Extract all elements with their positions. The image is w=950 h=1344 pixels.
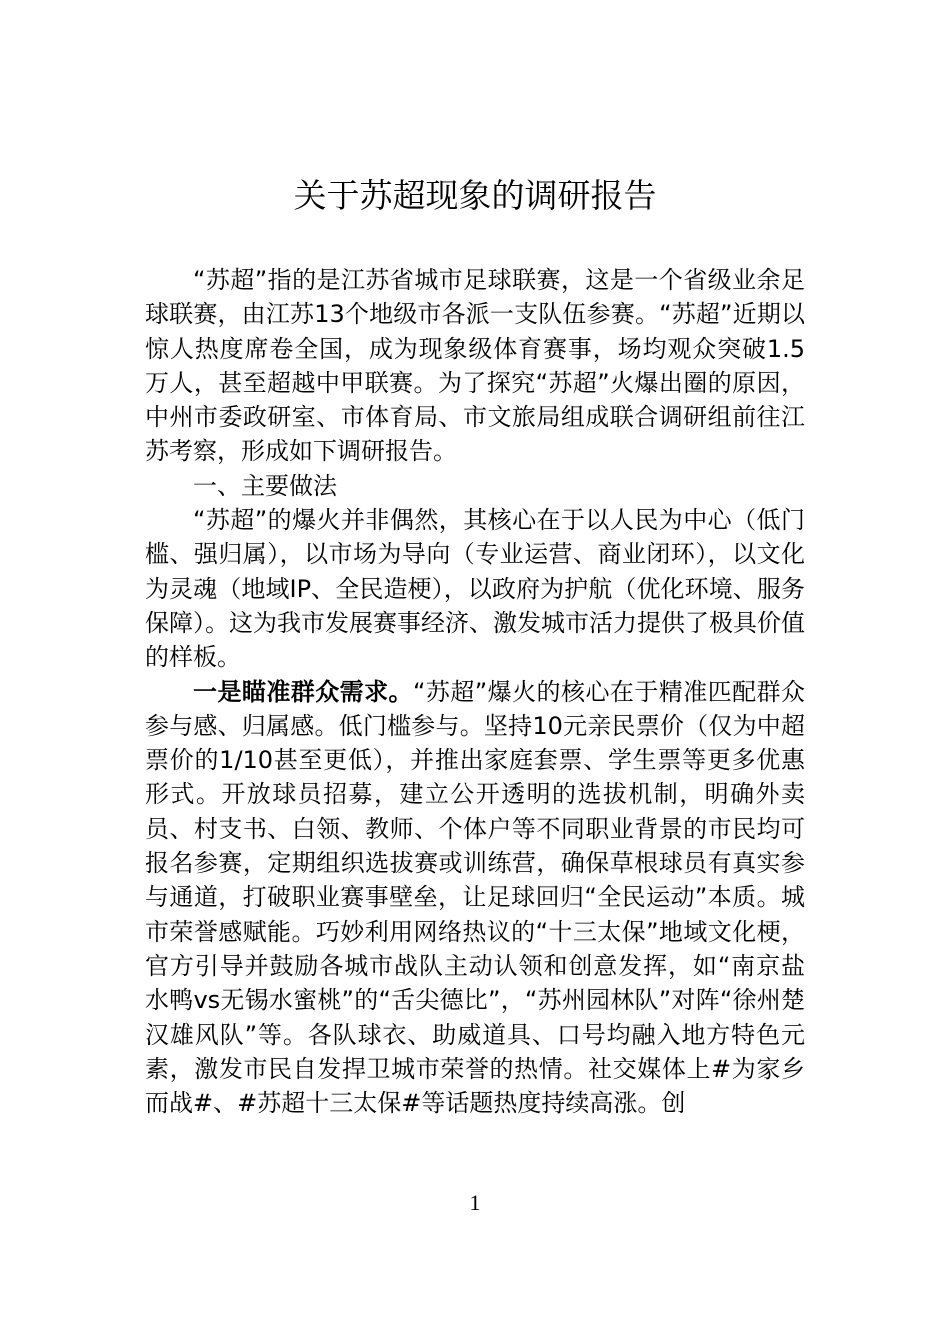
point-one-paragraph bbox=[145, 675, 805, 1121]
summary-paragraph: “苏超”的爆火并非偶然，其核心在于以人民为中心（低门槛、强归属），以市场为导向（专业运营、商业闭环），以文化为灵魂（地域IP、全民造梗），以政府为护航（优化环境、服务保障）。这为我市发展赛事经济、激发城市活力提供了极具价值的样板。 bbox=[145, 506, 805, 672]
intro-paragraph: “苏超”指的是江苏省城市足球联赛，这是一个省级业余足球联赛，由江苏13个地级市各派一支队伍参赛。“苏超”近期以惊人热度席卷全国，成为现象级体育赛事，场均观众突破1.5万人，甚至超越中甲联赛。为了探究“苏超”火爆出圈的原因，中州市委政研室、市体育局、市文旅局组成联合调研组前往江苏考察，形成如下调研报告。 bbox=[145, 266, 805, 466]
document-body bbox=[145, 263, 805, 1120]
page-number: 1 bbox=[469, 1190, 481, 1215]
document-title: 关于苏超现象的调研报告 bbox=[293, 176, 657, 215]
point-one-body: “苏超”爆火的核心在于精准匹配群众参与感、归属感。低门槛参与。坚持10元亲民票价（仅为中超票价的1/10甚至更低），并推出家庭套票、学生票等更多优惠形式。开放球员招募，建立公开透明的选拔机制，明确外卖员、村支书、白领、教师、个体户等不同职业背景的市民均可报名参赛，定期组织选拔赛或训练营，确保草根球员有真实参与通道，打破职业赛事壁垒，让足球回归“全民运动”本质。城市荣誉感赋能。巧妙利用网络热议的“十三太保”地域文化梗，官方引导并鼓励各城市战队主动认领和创意发挥，如“南京盐水鸭vs无锡水蜜桃”的“舌尖德比”，“苏州园林队”对阵“徐州楚汉雄风队”等。各队球衣、助威道具、口号均融入地方特色元素，激发市民自发捍卫城市荣誉的热情。社交媒体上#为家乡而战#、#苏超十三太保#等话题热度持续高涨。创 bbox=[145, 677, 806, 1118]
section-heading: 一、主要做法 bbox=[193, 471, 337, 500]
point-one-heading: 一是瞄准群众需求。 bbox=[193, 677, 414, 706]
